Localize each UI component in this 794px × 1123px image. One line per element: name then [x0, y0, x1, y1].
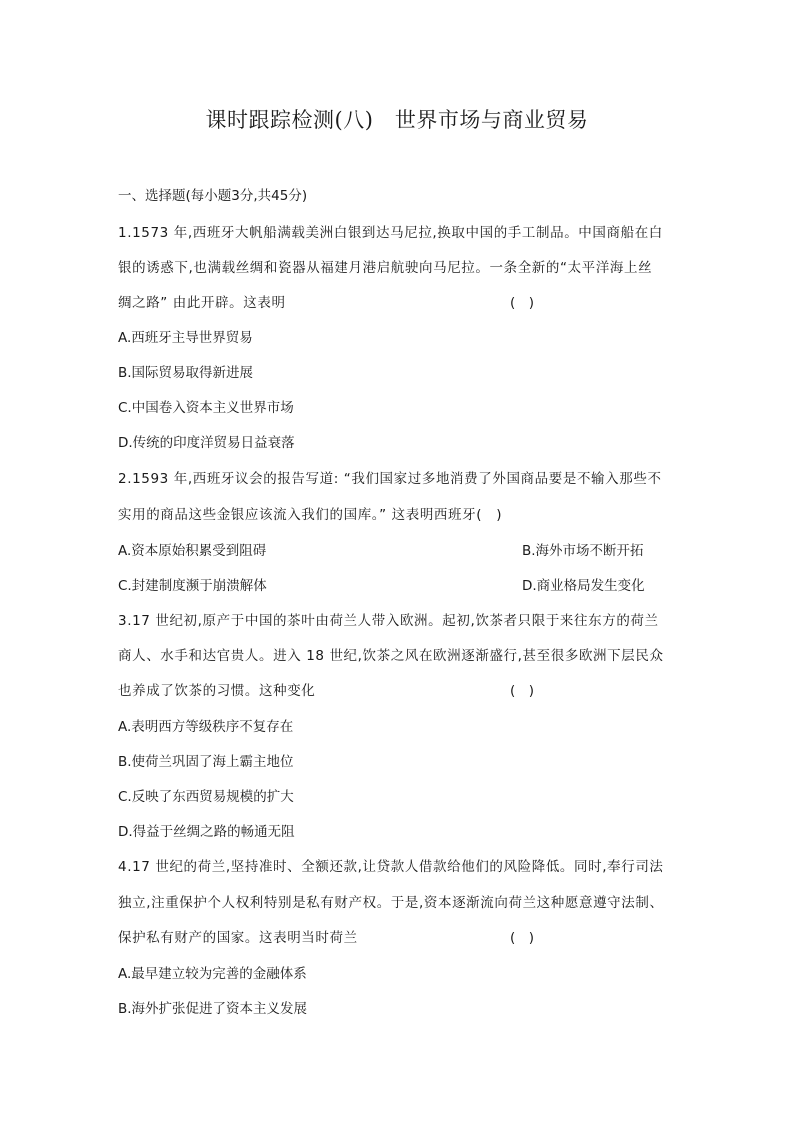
section-heading: 一、选择题(每小题3分,共45分) [118, 188, 308, 204]
question-1-option-b: B.国际贸易取得新进展 [118, 365, 254, 381]
question-4-option-b: B.海外扩张促进了资本主义发展 [118, 1001, 308, 1017]
question-2-option-a: A.资本原始积累受到阻碍 [118, 543, 267, 559]
question-2-line-2: 实用的商品这些金银应该流入我们的国库。” 这表明西班牙( ) [118, 507, 503, 523]
question-1-option-a: A.西班牙主导世界贸易 [118, 330, 253, 346]
question-4-line-1: 4.17 世纪的荷兰,坚持准时、全额还款,让贷款人借款给他们的风险降低。同时,奉行司法 [118, 859, 664, 875]
question-4-answer-bracket: ( ) [510, 930, 535, 946]
question-3-answer-bracket: ( ) [510, 683, 535, 699]
question-1-option-c: C.中国卷入资本主义世界市场 [118, 400, 294, 416]
question-3-option-d: D.得益于丝绸之路的畅通无阻 [118, 824, 295, 840]
question-3-option-c: C.反映了东西贸易规模的扩大 [118, 789, 294, 805]
question-2-option-c: C.封建制度濒于崩溃解体 [118, 578, 267, 594]
question-1-line-2: 银的诱惑下,也满载丝绸和瓷器从福建月港启航驶向马尼拉。一条全新的“太平洋海上丝 [118, 260, 653, 276]
question-3-line-3: 也养成了饮茶的习惯。这种变化 [118, 683, 316, 699]
question-2-option-d: D.商业格局发生变化 [522, 578, 645, 594]
question-1-line-3: 绸之路” 由此开辟。这表明 [118, 295, 286, 311]
question-4-line-2: 独立,注重保护个人权利特别是私有财产权。于是,资本逐渐流向荷兰这种愿意遵守法制、 [118, 895, 664, 911]
question-3-option-a: A.表明西方等级秩序不复存在 [118, 719, 294, 735]
question-1-option-d: D.传统的印度洋贸易日益衰落 [118, 435, 295, 451]
question-4-option-a: A.最早建立较为完善的金融体系 [118, 966, 307, 982]
page-title: 课时跟踪检测(八) 世界市场与商业贸易 [205, 108, 589, 132]
question-2-line-1: 2.1593 年,西班牙议会的报告写道: “我们国家过多地消费了外国商品要是不输入那些不 [118, 471, 662, 487]
question-1-line-1: 1.1573 年,西班牙大帆船满载美洲白银到达马尼拉,换取中国的手工制品。中国商船在白 [118, 225, 663, 241]
question-3-option-b: B.使荷兰巩固了海上霸主地位 [118, 754, 294, 770]
question-2-option-b: B.海外市场不断开拓 [522, 543, 644, 559]
question-4-line-3: 保护私有财产的国家。这表明当时荷兰 [118, 930, 358, 946]
question-1-answer-bracket: ( ) [510, 295, 535, 311]
question-3-line-2: 商人、水手和达官贵人。进入 18 世纪,饮茶之风在欧洲逐渐盛行,甚至很多欧洲下层民众 [118, 648, 664, 664]
question-3-line-1: 3.17 世纪初,原产于中国的茶叶由荷兰人带入欧洲。起初,饮茶者只限于来往东方的荷兰 [118, 613, 659, 629]
